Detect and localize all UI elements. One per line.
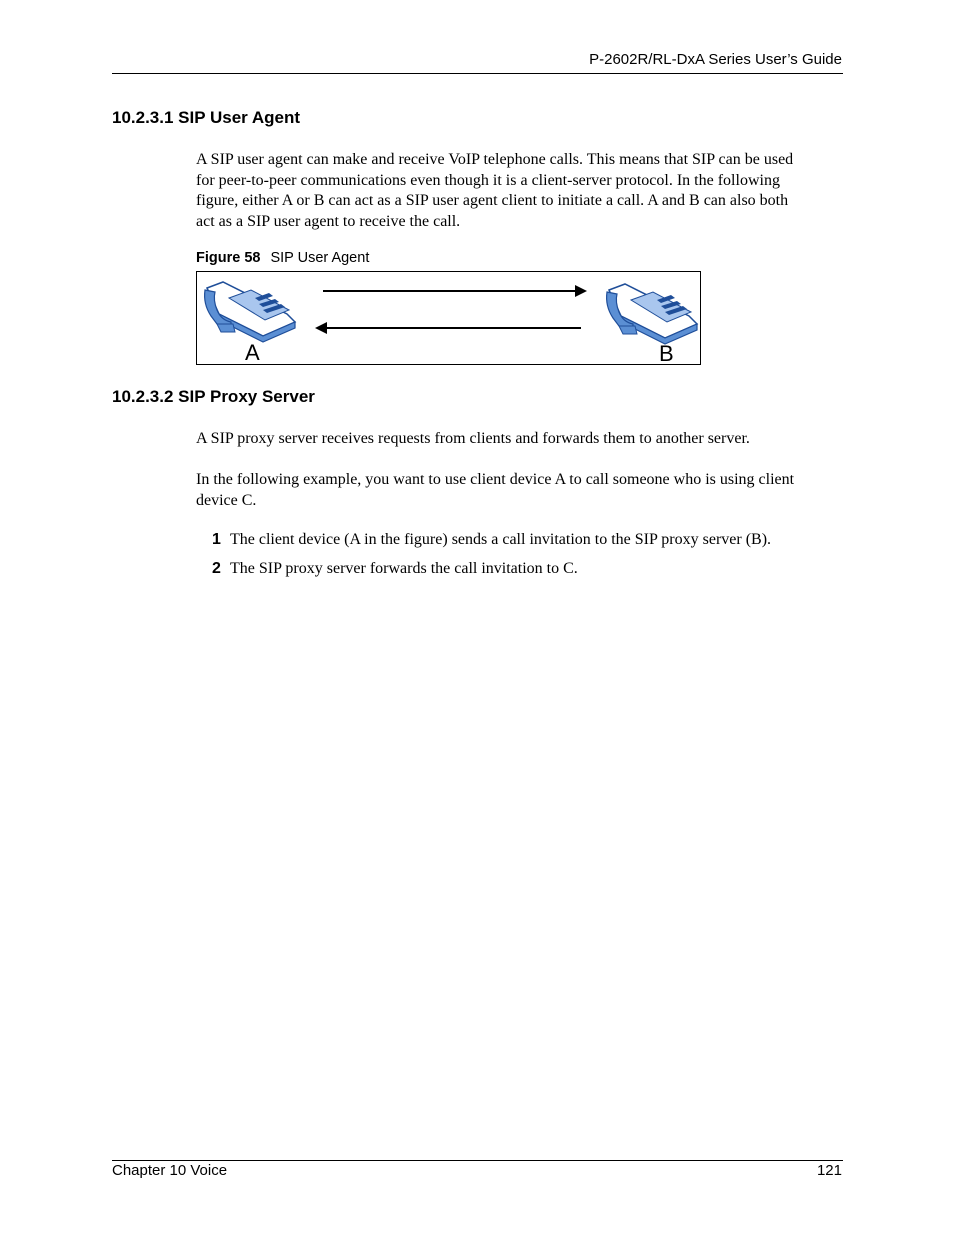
step-number: 1 [212, 531, 221, 548]
para-line: In the following example, you want to use client device A to call someone who is using client [196, 471, 795, 488]
header-rule [112, 73, 843, 74]
para-line: figure, either A or B can act as a SIP user agent client to initiate a call. A and B can also both [196, 192, 789, 209]
sip-proxy-paragraph-2 [196, 470, 842, 511]
figure-diagram [197, 272, 700, 364]
footer-page-number: 121 [816, 1162, 842, 1179]
step-item [212, 531, 771, 549]
sip-user-agent-paragraph [196, 150, 842, 232]
para-line: A SIP user agent can make and receive VoIP telephone calls. This means that SIP can be used [196, 151, 794, 168]
footer-rule [112, 1160, 843, 1161]
figure-caption [196, 250, 369, 266]
figure-title: SIP User Agent [270, 250, 370, 266]
footer-chapter: Chapter 10 Voice [112, 1162, 228, 1179]
step-item [212, 560, 578, 578]
section-heading-sip-user-agent: 10.2.3.1 SIP User Agent [112, 108, 301, 127]
arrow-right-icon [323, 285, 587, 297]
step-text: The client device (A in the figure) sends a call invitation to the SIP proxy server (B). [230, 531, 772, 548]
step-number: 2 [212, 560, 221, 577]
para-line: act as a SIP user agent to receive the call. [196, 212, 461, 230]
phone-a-icon [205, 282, 295, 342]
sip-proxy-paragraph-1: A SIP proxy server receives requests from clients and forwards them to another server. [196, 430, 750, 447]
step-text: The SIP proxy server forwards the call invitation to C. [230, 560, 578, 577]
arrow-left-icon [315, 322, 581, 334]
figure-label: Figure 58 [196, 250, 261, 266]
device-b-label: B [659, 341, 674, 364]
sip-user-agent-figure [196, 271, 701, 365]
section-heading-sip-proxy-server: 10.2.3.2 SIP Proxy Server [112, 387, 315, 406]
guide-title: P-2602R/RL-DxA Series User’s Guide [589, 51, 842, 68]
phone-b-icon [607, 284, 697, 344]
para-line: device C. [196, 491, 257, 509]
device-a-label: A [245, 340, 260, 364]
para-line: for peer-to-peer communications even though it is a client-server protocol. In the following [196, 171, 780, 189]
